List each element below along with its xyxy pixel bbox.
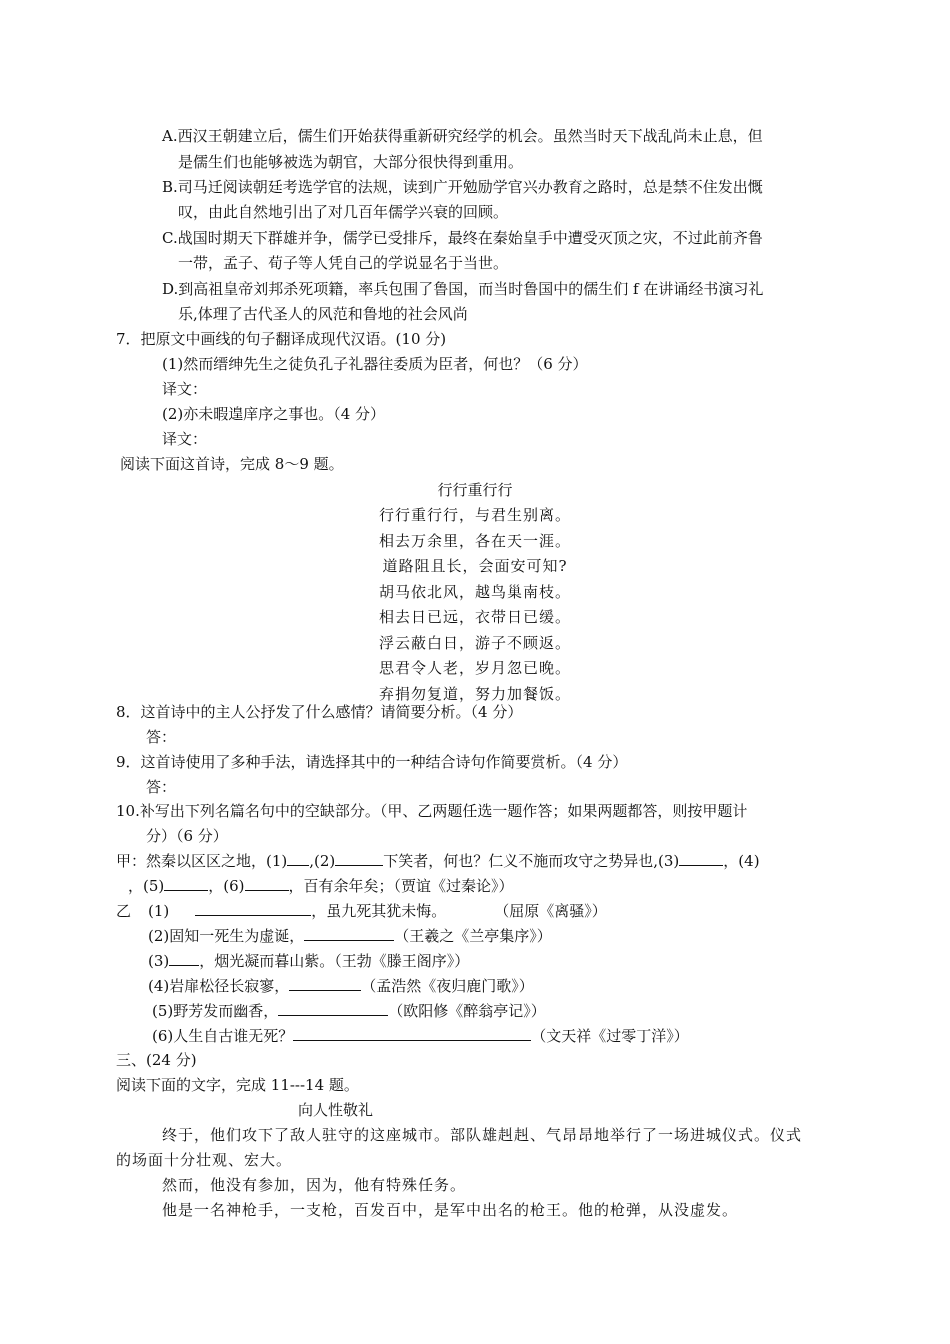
q10-stem-line1: 10.补写出下列名篇名句中的空缺部分。（甲、乙两题任选一题作答；如果两题都答，则按甲题计 [116,802,748,820]
yi-source-2: （王羲之《兰亭集序》） [394,927,552,945]
yi-blank-2[interactable] [304,926,394,941]
story-paragraph-1-line1: 终于，他们攻下了敌人驻守的这座城市。部队雄赳赳、气昂昂地举行了一场进城仪式。仪式 [162,1126,803,1144]
story-title: 向人性敬礼 [298,1101,374,1119]
jia-blank-6[interactable] [245,876,289,891]
option-a-line1: A.西汉王朝建立后，儒生们开始获得重新研究经学的机会。虽然当时天下战乱尚未止息，但 [162,127,763,145]
yi-num-3: (3) [148,952,170,970]
option-b-line2: 叹，由此自然地引出了对几百年儒学兴衰的回顾。 [178,203,509,221]
yi-text-6: (6)人生自古谁无死？ [152,1027,294,1045]
poem-line: 浮云蔽白日，游子不顾返。 [378,633,571,652]
yi-source-5: （欧阳修《醉翁亭记》） [388,1002,546,1020]
q10-jia-line1 [116,851,760,871]
yi-text-1: ，虽九死其犹未悔。 [311,902,447,920]
yi-source-6: （文天祥《过零丁洋》） [531,1027,689,1045]
jia-text-6: ，(6) [208,877,245,895]
story-paragraph-2: 然而，他没有参加，因为，他有特殊任务。 [162,1176,467,1194]
story-paragraph-1-line2: 的场面十分壮观、宏大。 [116,1151,293,1169]
yi-source-4: （孟浩然《夜归鹿门歌》） [361,977,534,995]
q7-sentence-2: (2)亦未暇遑庠序之事也。（4 分） [162,405,386,423]
option-d-line1: D.到高祖皇帝刘邦杀死项籍，率兵包围了鲁国，而当时鲁国中的儒生们 f 在讲诵经书演习礼 [162,280,764,298]
q9-stem: 9．这首诗使用了多种手法，请选择其中的一种结合诗句作简要赏析。（4 分） [116,753,628,771]
q7-stem: 7．把原文中画线的句子翻译成现代汉语。(10 分) [116,330,447,348]
q7-sentence-1: (1)然而缙绅先生之徒负孔子礼器往委质为臣者，何也？（6 分） [162,355,588,373]
poem-line: 道路阻且长，会面安可知? [382,557,568,575]
yi-item-2 [148,926,552,946]
jia-text-4: ，(4) [723,852,760,870]
jia-text-1: 甲：然秦以区区之地，(1) [116,852,288,870]
yi-source-1: （屈原《离骚》） [494,902,607,920]
option-a-line2: 是儒生们也能够被选为朝官，大部分很快得到重用。 [178,153,524,171]
q10-jia-line2 [128,876,514,896]
poem-line: 弃捐勿复道，努力加餐饭。 [378,684,571,703]
q7-translation-label-1: 译文： [162,380,208,398]
yi-text-5: (5)野芳发而幽香， [152,1002,279,1020]
option-b-line1: B.司马迁阅读朝廷考选学官的法规，读到广开勉励学官兴办教育之路时，总是禁不住发出慨 [162,178,763,196]
poem-line: 胡马依北风，越鸟巢南枝。 [378,582,571,601]
yi-blank-5[interactable] [278,1001,388,1016]
q8-answer-label: 答： [146,728,177,746]
yi-text-2: (2)固知一死生为虚诞， [148,927,305,945]
jia-blank-5[interactable] [164,876,208,891]
jia-text-7: ，百有余年矣；（贾谊《过秦论》） [288,877,514,895]
jia-blank-2[interactable] [335,851,383,866]
poem-intro: 阅读下面这首诗，完成 8～9 题。 [120,455,344,473]
jia-blank-1[interactable] [287,851,309,866]
section3-intro: 阅读下面的文字，完成 11---14 题。 [116,1076,359,1094]
yi-item-6 [152,1026,689,1046]
jia-blank-3[interactable] [679,851,723,866]
q10-stem-line2: 分）（6 分） [146,827,228,845]
option-c-line1: C.战国时期天下群雄并争，儒学已受排斥，最终在秦始皇手中遭受灭顶之灾，不过此前齐鲁 [162,229,763,247]
poem-line: 相去万余里，各在天一涯。 [378,531,571,550]
yi-item-5 [152,1001,546,1021]
q9-answer-label: 答： [146,778,177,796]
option-d-line2: 乐,体理了古代圣人的风范和鲁地的社会风尚 [178,305,468,323]
yi-blank-1[interactable] [195,901,311,916]
story-paragraph-3: 他是一名神枪手，一支枪，百发百中，是军中出名的枪王。他的枪弹，从没虚发。 [162,1201,739,1219]
poem-line: 相去日已远，衣带日已缓。 [378,608,571,626]
q8-stem: 8．这首诗中的主人公抒发了什么感情？请简要分析。（4 分） [116,703,523,721]
yi-item-1 [148,901,607,921]
jia-text-2: ,(2) [309,852,336,870]
yi-blank-3[interactable] [169,951,199,966]
poem-line: 行行重行行，与君生别离。 [378,506,571,524]
yi-item-3 [148,951,469,971]
yi-blank-6[interactable] [293,1026,531,1041]
yi-num-1: (1) [148,902,170,920]
yi-item-4 [148,976,534,996]
section3-heading: 三、(24 分) [116,1051,197,1069]
yi-blank-4[interactable] [289,976,361,991]
jia-text-5: ，(5) [128,877,165,895]
yi-text-4: (4)岩扉松径长寂寥， [148,977,290,995]
jia-text-3: 下笑者，何也？仁义不施而攻守之势异也,(3) [383,852,680,870]
option-c-line2: 一带，孟子、荀子等人凭自己的学说显名于当世。 [178,254,509,272]
q7-translation-label-2: 译文： [162,430,208,448]
poem-line: 思君令人老，岁月忽已晚。 [378,659,571,677]
yi-text-3: ，烟光凝而暮山紫。（王勃《滕王阁序》） [199,952,470,970]
yi-label: 乙 [116,902,132,920]
poem-title: 行行重行行 [437,481,513,499]
